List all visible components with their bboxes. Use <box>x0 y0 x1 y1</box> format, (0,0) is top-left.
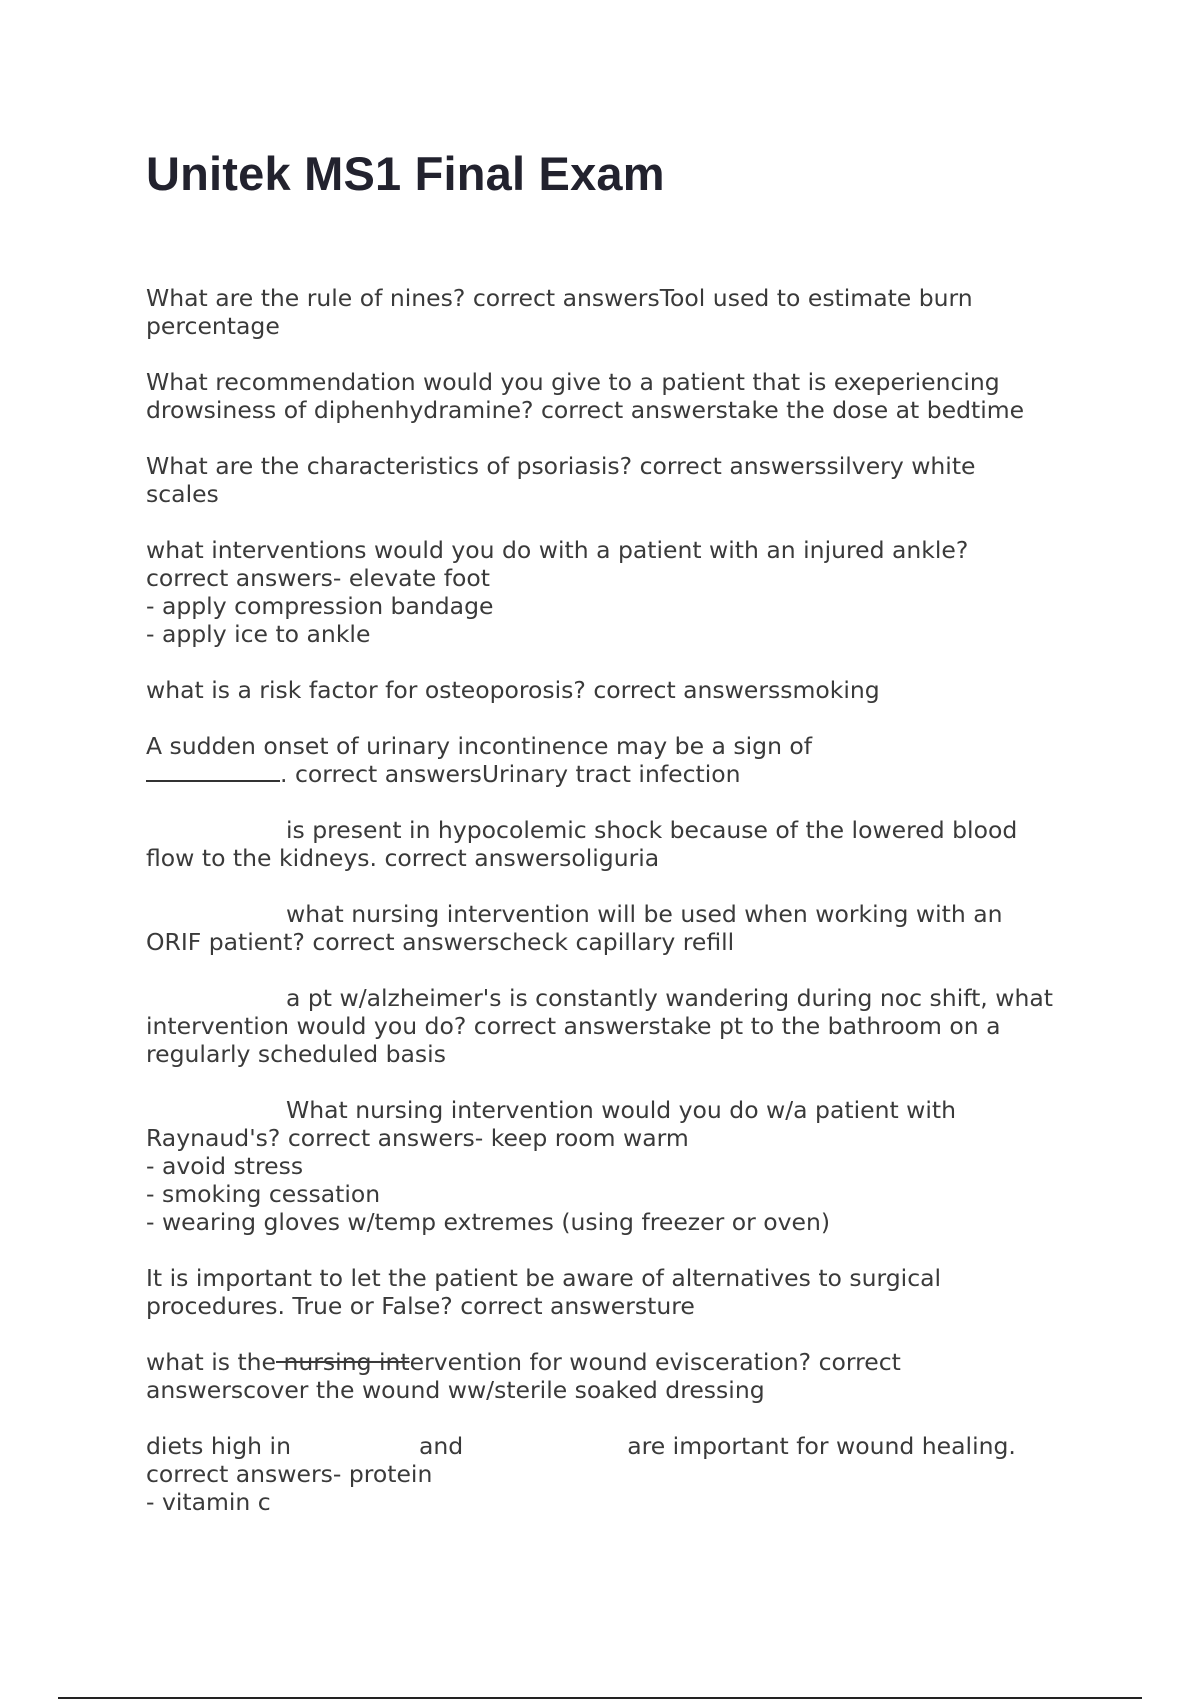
qa-text-line: drowsiness of diphenhydramine? correct answerstake the dose at bedtime <box>146 396 1025 424</box>
fill-in-blank <box>146 760 280 782</box>
qa-item-injured-ankle <box>146 536 1086 648</box>
qa-text-line: correct answers- protein <box>146 1460 433 1488</box>
qa-text-line: - apply ice to ankle <box>146 620 371 648</box>
qa-text-line: It is important to let the patient be aware of alternatives to surgical <box>146 1264 942 1292</box>
qa-text-line: - vitamin c <box>146 1488 271 1516</box>
qa-text-fragment: diets high in <box>146 1432 291 1460</box>
qa-text-line: - avoid stress <box>146 1152 304 1180</box>
qa-text-line: - smoking cessation <box>146 1180 381 1208</box>
qa-text-line: is present in hypocolemic shock because of the lowered blood <box>286 816 1018 844</box>
qa-item-surgical-alternatives <box>146 1264 1086 1320</box>
footer-divider <box>58 1697 1142 1699</box>
qa-item-hypovolemic-shock <box>146 816 1086 872</box>
struck-text: nursing int <box>276 1348 410 1376</box>
qa-item-urinary-incontinence <box>146 732 1086 788</box>
qa-text-line: what interventions would you do with a patient with an injured ankle? <box>146 536 969 564</box>
qa-item-wound-evisceration <box>146 1348 1086 1404</box>
qa-item-osteoporosis <box>146 676 1086 704</box>
qa-text-line: what nursing intervention will be used when working with an <box>286 900 1003 928</box>
qa-item-rule-of-nines <box>146 284 1086 340</box>
qa-item-wound-healing-diet <box>146 1432 1086 1516</box>
qa-text-line: answerscover the wound ww/sterile soaked dressing <box>146 1376 765 1404</box>
qa-text-fragment: . correct answersUrinary tract infection <box>280 760 741 788</box>
qa-text-line: What are the rule of nines? correct answersTool used to estimate burn <box>146 284 973 312</box>
qa-text-fragment: are important for wound healing. <box>627 1432 1016 1460</box>
qa-text-line: - wearing gloves w/temp extremes (using freezer or oven) <box>146 1208 831 1236</box>
qa-list <box>146 284 1086 1544</box>
qa-item-alzheimers <box>146 984 1086 1068</box>
qa-text-line: regularly scheduled basis <box>146 1040 446 1068</box>
qa-item-diphenhydramine <box>146 368 1086 424</box>
qa-text-fragment: and <box>418 1432 464 1460</box>
qa-text-line: flow to the kidneys. correct answersoliguria <box>146 844 660 872</box>
qa-text-line: percentage <box>146 312 280 340</box>
qa-text-line: intervention would you do? correct answerstake pt to the bathroom on a <box>146 1012 1001 1040</box>
qa-text-line: What are the characteristics of psoriasis? correct answerssilvery white <box>146 452 976 480</box>
qa-text-line: procedures. True or False? correct answersture <box>146 1292 695 1320</box>
qa-text-line <box>146 760 1086 788</box>
qa-text-line: what is a risk factor for osteoporosis? correct answerssmoking <box>146 676 880 704</box>
qa-text-line: What nursing intervention would you do w/a patient with <box>286 1096 957 1124</box>
qa-text-line: scales <box>146 480 219 508</box>
qa-text-line: a pt w/alzheimer's is constantly wandering during noc shift, what <box>286 984 1053 1012</box>
qa-text-line: correct answers- elevate foot <box>146 564 490 592</box>
qa-item-orif <box>146 900 1086 956</box>
qa-text-line <box>146 1432 1086 1460</box>
qa-text-fragment: what is the <box>146 1348 277 1376</box>
qa-text-line: ORIF patient? correct answerscheck capillary refill <box>146 928 735 956</box>
qa-text-line: Raynaud's? correct answers- keep room warm <box>146 1124 689 1152</box>
qa-text-line: A sudden onset of urinary incontinence may be a sign of <box>146 732 813 760</box>
qa-item-raynauds <box>146 1096 1086 1236</box>
qa-text-fragment: ervention for wound evisceration? correct <box>409 1348 901 1376</box>
qa-item-psoriasis <box>146 452 1086 508</box>
qa-text-line: - apply compression bandage <box>146 592 494 620</box>
qa-text-line <box>146 1348 1086 1376</box>
qa-text-line: What recommendation would you give to a patient that is exeperiencing <box>146 368 1000 396</box>
page-title: Unitek MS1 Final Exam <box>146 147 665 200</box>
